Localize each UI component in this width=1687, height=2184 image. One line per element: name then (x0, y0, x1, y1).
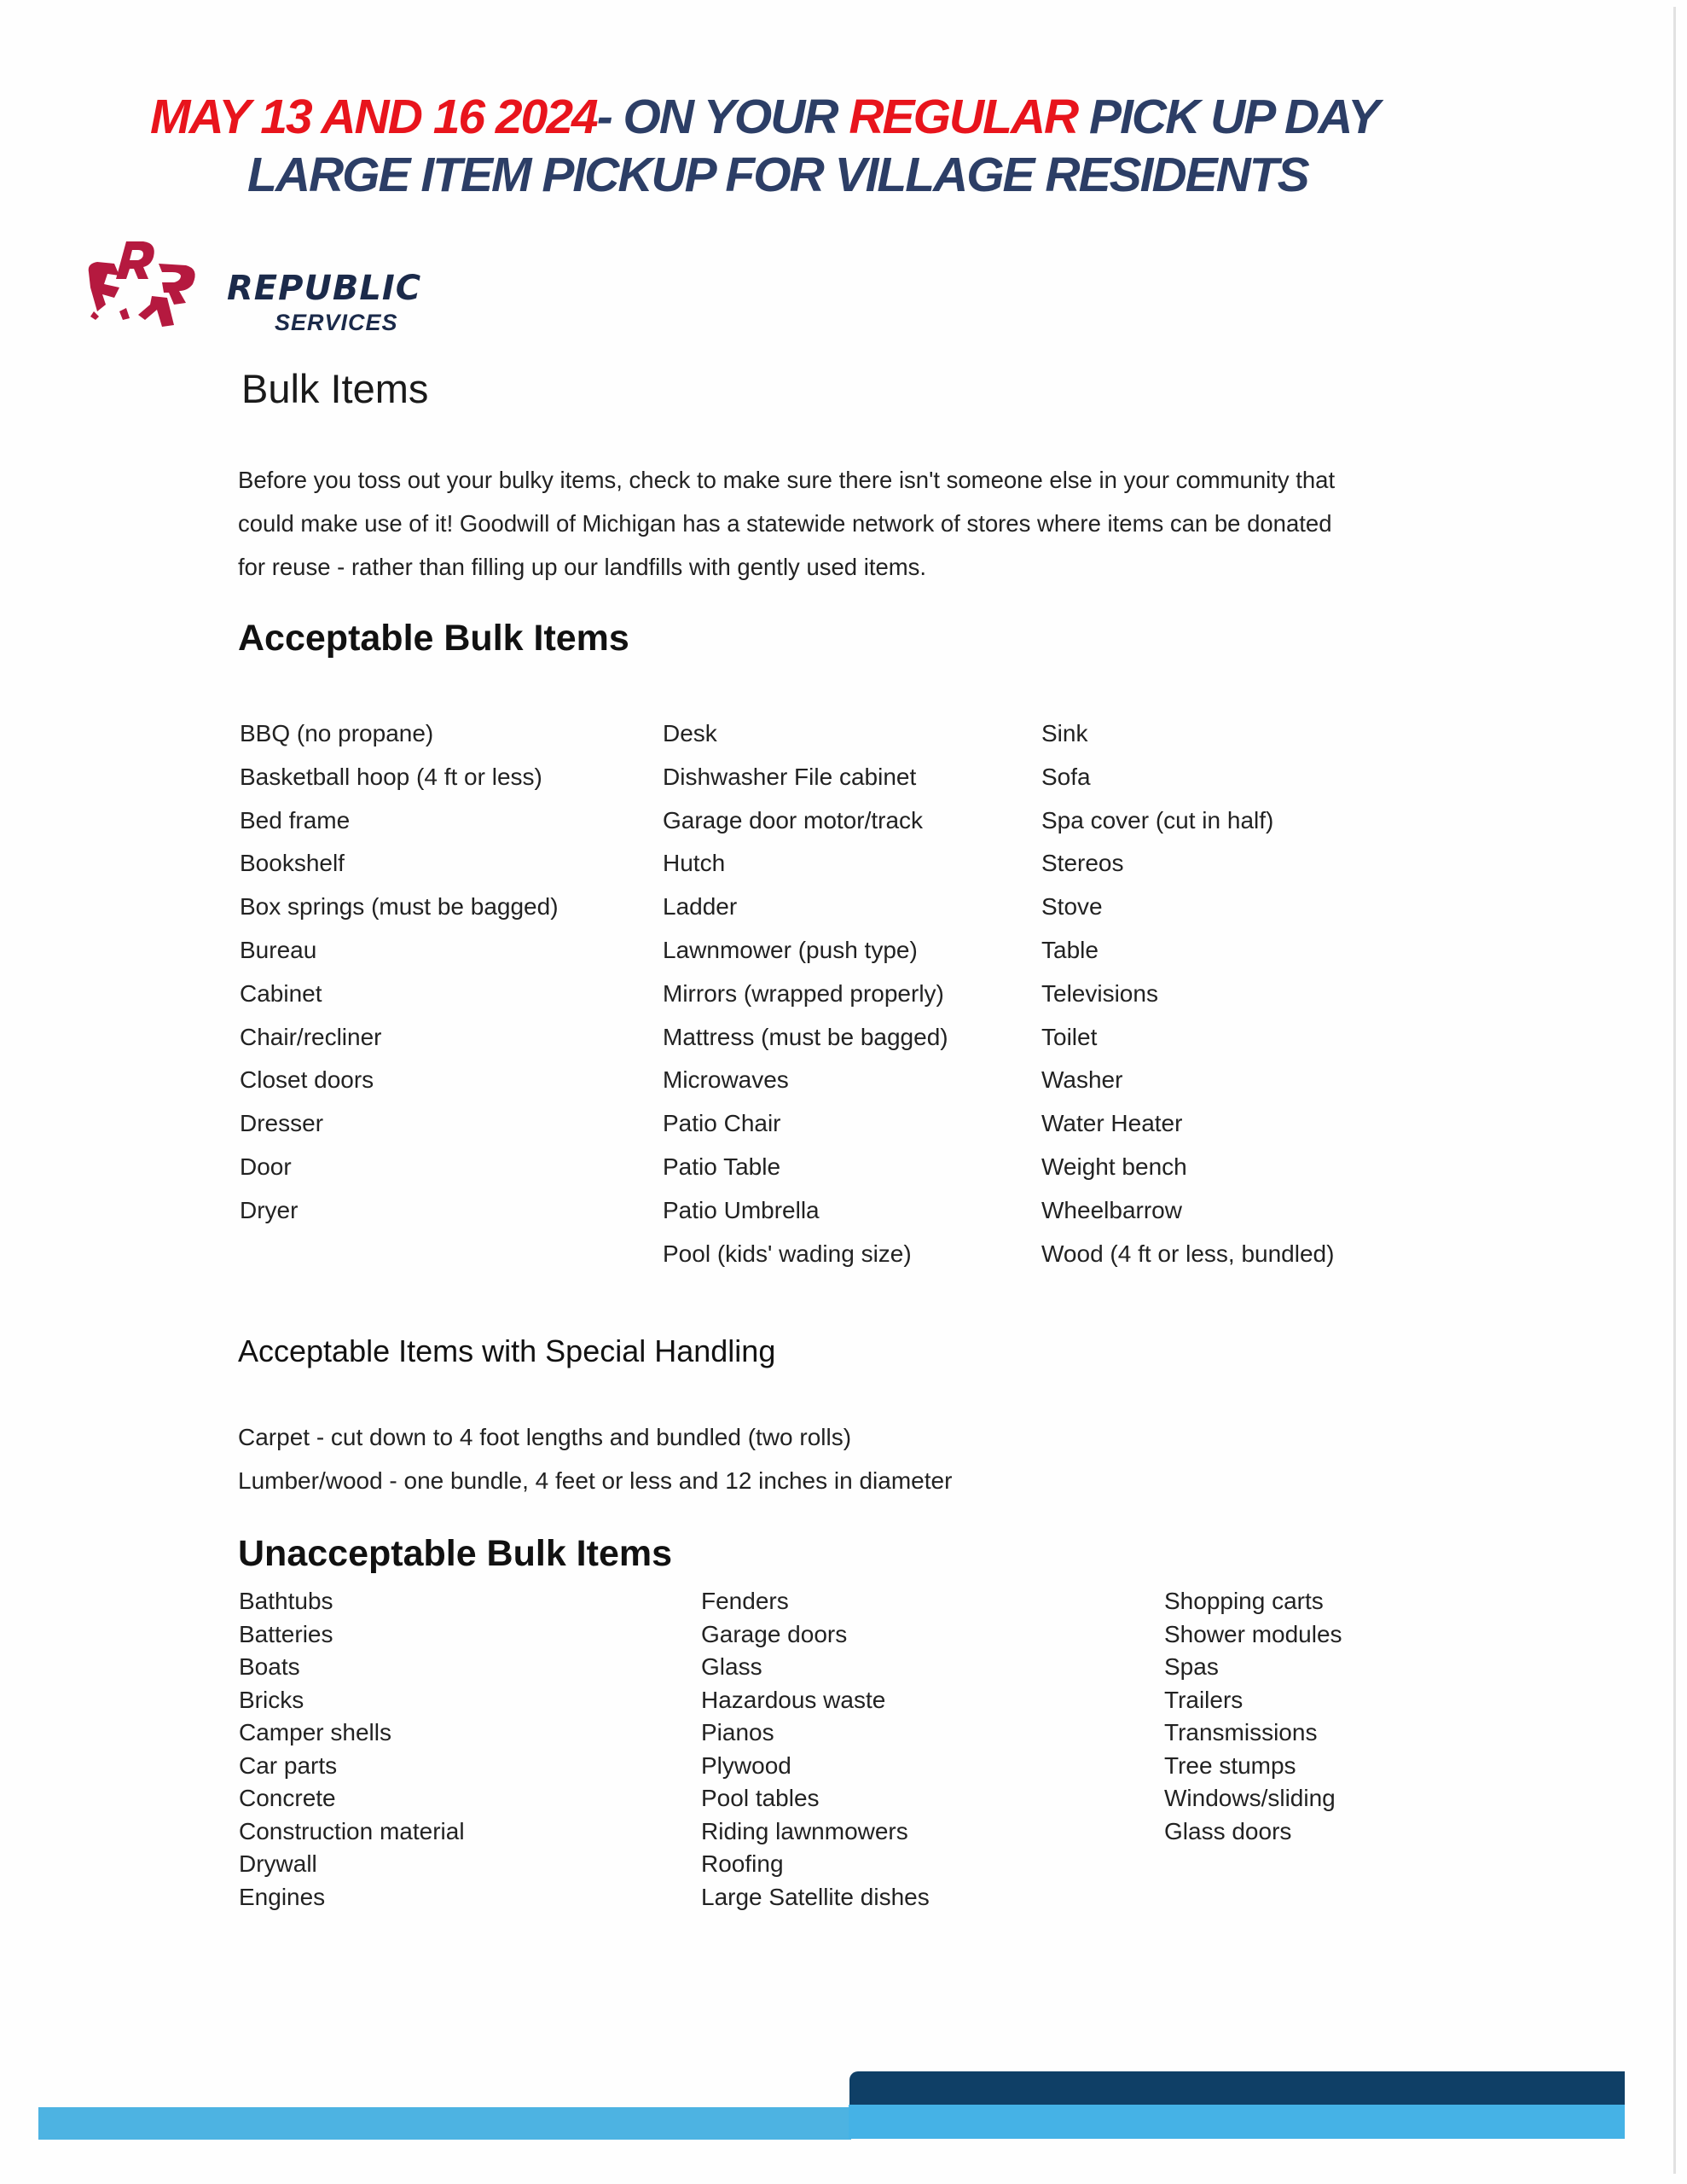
list-item: Lumber/wood - one bundle, 4 feet or less and 12 inches in diameter (238, 1467, 953, 1494)
headline-emphasis: REGULAR (849, 90, 1078, 144)
unacceptable-column-1 (239, 1585, 465, 1914)
list-item: Construction material (239, 1817, 465, 1844)
list-item: Engines (239, 1883, 326, 1910)
list-item: Camper shells (239, 1719, 391, 1745)
list-item: Spa cover (cut in half) (1041, 806, 1274, 834)
list-item: Desk (663, 720, 717, 746)
list-item: Patio Chair (663, 1110, 781, 1137)
list-item: Weight bench (1041, 1153, 1187, 1180)
list-item: Toilet (1041, 1023, 1098, 1050)
list-item: Boats (239, 1653, 300, 1680)
unacceptable-column-3 (1164, 1585, 1342, 1848)
intro-line: Before you toss out your bulky items, check to make sure there isn't someone else in your community that (238, 467, 1336, 493)
headline-end: PICK UP DAY (1077, 90, 1379, 144)
list-item: Batteries (239, 1620, 333, 1647)
list-item: Bookshelf (240, 850, 345, 877)
list-item: Pool (kids' wading size) (663, 1240, 912, 1267)
unacceptable-heading: Unacceptable Bulk Items (238, 1533, 673, 1574)
headline-dates: MAY 13 AND 16 2024 (150, 90, 597, 144)
republic-services-logo (85, 235, 461, 337)
list-item: Wood (4 ft or less, bundled) (1041, 1240, 1335, 1267)
list-item: Spas (1164, 1653, 1219, 1680)
list-item: Large Satellite dishes (701, 1883, 930, 1910)
list-item: Bed frame (240, 806, 351, 834)
headline-line-2: LARGE ITEM PICKUP FOR VILLAGE RESIDENTS (247, 148, 1308, 202)
list-item: Carpet - cut down to 4 foot lengths and bundled (two rolls) (238, 1424, 852, 1450)
list-item: Plywood (701, 1751, 791, 1779)
list-item: Glass doors (1164, 1817, 1292, 1844)
list-item: Mirrors (wrapped properly) (663, 979, 944, 1007)
list-item: Hazardous waste (701, 1686, 886, 1713)
list-item: Pool tables (701, 1785, 820, 1811)
list-item: Bathtubs (239, 1588, 333, 1614)
list-item: Shopping carts (1164, 1588, 1324, 1614)
list-item: Windows/sliding (1164, 1785, 1336, 1811)
list-item: Garage door motor/track (663, 806, 924, 834)
list-item: Transmissions (1164, 1719, 1318, 1745)
list-item: Garage doors (701, 1620, 848, 1647)
list-item: Cabinet (240, 979, 322, 1007)
logo-wordmark: REPUBLIC (227, 269, 422, 308)
list-item: Glass (701, 1653, 762, 1680)
intro-line: for reuse - rather than filling up our landfills with gently used items. (238, 554, 927, 580)
intro-line: could make use of it! Goodwill of Michigan has a statewide network of stores where items can be donated (238, 510, 1332, 537)
list-item: Patio Umbrella (663, 1196, 820, 1223)
list-item: Chair/recliner (240, 1023, 382, 1050)
list-item: Roofing (701, 1850, 784, 1877)
page-edge (1673, 7, 1676, 2174)
list-item: Bricks (239, 1686, 304, 1713)
list-item: Dishwasher File cabinet (663, 763, 917, 790)
list-item: Sofa (1041, 763, 1091, 790)
list-item: Fenders (701, 1588, 789, 1614)
list-item: Closet doors (240, 1066, 374, 1094)
list-item: Tree stumps (1164, 1751, 1296, 1779)
list-item: Microwaves (663, 1066, 789, 1094)
footer-band-light-right (849, 2105, 1625, 2139)
logo-subtitle: SERVICES (275, 310, 398, 335)
list-item: BBQ (no propane) (240, 720, 434, 746)
list-item: Lawnmower (push type) (663, 936, 918, 963)
list-item: Pianos (701, 1719, 774, 1745)
list-item: Trailers (1164, 1686, 1244, 1713)
list-item: Dryer (240, 1196, 299, 1223)
list-item: Drywall (239, 1850, 317, 1877)
list-item: Bureau (240, 936, 317, 963)
list-item: Shower modules (1164, 1620, 1342, 1647)
list-item: Dresser (240, 1110, 324, 1137)
list-item: Patio Table (663, 1153, 781, 1180)
list-item: Concrete (239, 1785, 336, 1811)
headline-separator: - ON YOUR (596, 90, 849, 144)
list-item: Table (1041, 936, 1099, 963)
list-item: Sink (1041, 720, 1088, 746)
unacceptable-column-2 (701, 1585, 930, 1914)
acceptable-column-1 (240, 712, 559, 1233)
footer-band-light-left (38, 2107, 851, 2140)
list-item: Ladder (663, 893, 738, 921)
list-item: Mattress (must be bagged) (663, 1023, 948, 1050)
list-item: Riding lawnmowers (701, 1817, 908, 1844)
special-handling-list (238, 1416, 952, 1502)
special-handling-heading: Acceptable Items with Special Handling (238, 1333, 776, 1368)
list-item: Stove (1041, 893, 1103, 921)
list-item: Washer (1041, 1066, 1123, 1094)
list-item: Stereos (1041, 850, 1124, 877)
list-item: Televisions (1041, 979, 1158, 1007)
list-item: Water Heater (1041, 1110, 1183, 1137)
intro-paragraph (238, 458, 1432, 589)
acceptable-column-3 (1041, 712, 1334, 1275)
list-item: Box springs (must be bagged) (240, 893, 559, 921)
acceptable-heading: Acceptable Bulk Items (238, 618, 629, 659)
list-item: Hutch (663, 850, 726, 877)
list-item: Door (240, 1153, 292, 1180)
headline-line-1 (150, 89, 1687, 145)
list-item: Wheelbarrow (1041, 1196, 1182, 1223)
list-item: Basketball hoop (4 ft or less) (240, 763, 542, 790)
list-item: Car parts (239, 1751, 338, 1779)
page-title: Bulk Items (241, 366, 429, 411)
acceptable-column-2 (663, 712, 948, 1275)
republic-star-logo-icon (85, 235, 200, 333)
footer-band-dark (849, 2071, 1625, 2106)
